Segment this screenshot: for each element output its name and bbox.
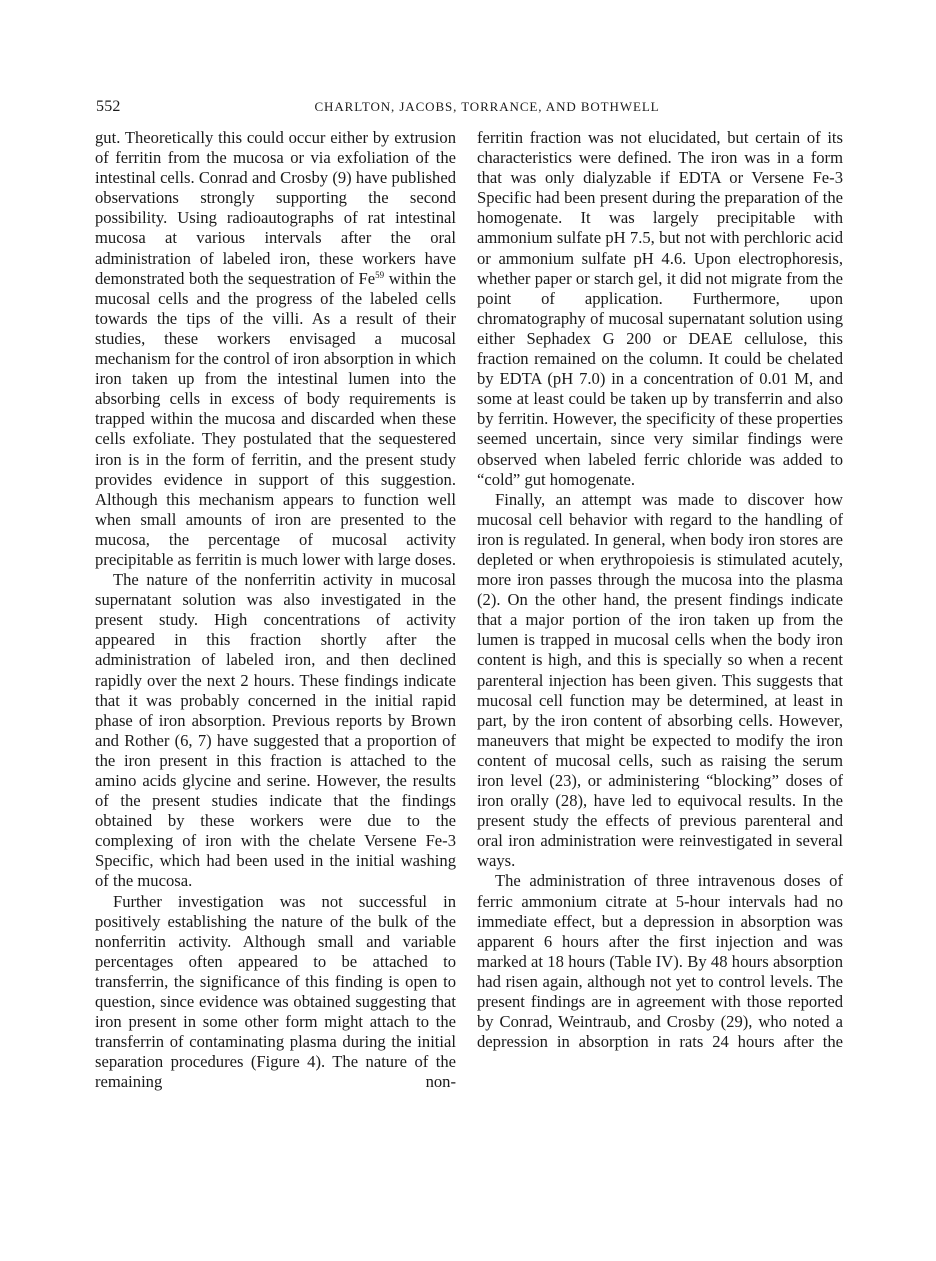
page-number: 552: [96, 98, 121, 115]
paragraph: The administration of three intravenous doses of ferric ammonium citrate at 5-hour intervals had no immediate effect, but a depression in absorption was apparent 6 hours after the first injection and was marked at 18 hours (Table IV). By 48 hours absorption had risen again, although not yet to control levels. The present findings are in agreement with those reported by Conrad, Weintraub, and Crosby (29), who noted a depression in absorption in rats 24 hours after the: [477, 871, 843, 1052]
paragraph: Further investigation was not successful in positively establishing the nature of the bulk of the nonferritin activity. Although small and variable percentages often appeared to be attached to transferrin, the significance of this finding is open to question, since evidence was obtained suggesting that iron present in some other form might attach to the transferrin of contaminating plasma during the initial separation procedures (Figure 4). The nature of the remaining non-: [95, 891, 456, 1092]
paragraph-text: gut. Theoretically this could occur either by extrusion of ferritin from the mucosa or via exfoliation of the intestinal cells. Conrad and Crosby (9) have published observations strongly supporting the second possibility. Using radioautographs of rat intestinal mucosa at various intervals after the oral administration of labeled iron, these workers have demonstrated both the sequestration of Fe: [95, 128, 456, 288]
paragraph: [95, 128, 456, 570]
left-column: [95, 128, 456, 1093]
paragraph-text: within the mucosal cells and the progress of the labeled cells towards the tips of the villi. As a result of their studies, these workers envisaged a mucosal mechanism for the control of iron absorption in which iron taken up from the intestinal lumen into the absorbing cells in excess of body requirements is trapped within the mucosa and discarded when these cells exfoliate. They postulated that the sequestered iron is in the form of ferritin, and the present study provides evidence in support of this suggestion. Although this mechanism appears to function well when small amounts of iron are presented to the mucosa, the percentage of mucosal activity precipitable as ferritin is much lower with large doses.: [95, 268, 456, 569]
right-column: [477, 128, 843, 1052]
paragraph: ferritin fraction was not elucidated, but certain of its characteristics were defined. The iron was in a form that was only dialyzable if EDTA or Versene Fe-3 Specific had been present during the preparation of the homogenate. It was largely precipitable with ammonium sulfate pH 7.5, but not with perchloric acid or ammonium sulfate pH 4.6. Upon electrophoresis, whether paper or starch gel, it did not migrate from the point of application. Furthermore, upon chromatography of mucosal supernatant solution using either Sephadex G 200 or DEAE cellulose, this fraction remained on the column. It could be chelated by EDTA (pH 7.0) in a concentration of 0.01 M, and some at least could be taken up by transferrin and also by ferritin. However, the specificity of these properties seemed uncertain, since very similar findings were observed when labeled ferric chloride was added to “cold” gut homogenate.: [477, 128, 843, 489]
isotope-superscript: 59: [375, 269, 385, 280]
paragraph: Finally, an attempt was made to discover how mucosal cell behavior with regard to the handling of iron is regulated. In general, when body iron stores are depleted or when erythropoiesis is stimulated acutely, more iron passes through the mucosa into the plasma (2). On the other hand, the present findings indicate that a major portion of the iron taken up from the lumen is trapped in mucosal cells when the body iron content is high, and this is specially so when a recent parenteral injection has been given. This suggests that mucosal cell function may be determined, at least in part, by the iron content of absorbing cells. However, maneuvers that might be expected to modify the iron content of mucosal cells, such as raising the serum iron level (23), or administering “blocking” doses of iron orally (28), have led to equivocal results. In the present study the effects of previous parenteral and oral iron administration were reinvestigated in several ways.: [477, 489, 843, 871]
paragraph: The nature of the nonferritin activity in mucosal supernatant solution was also investigated in the present study. High concentrations of activity appeared in this fraction shortly after the administration of labeled iron, and then declined rapidly over the next 2 hours. These findings indicate that it was probably concerned in the initial rapid phase of iron absorption. Previous reports by Brown and Rother (6, 7) have suggested that a proportion of the iron present in this fraction is attached to the amino acids glycine and serine. However, the results of the present studies indicate that the findings obtained by these workers were due to the complexing of iron with the chelate Versene Fe-3 Specific, which had been used in the initial washing of the mucosa.: [95, 570, 456, 891]
running-head-authors: CHARLTON, JACOBS, TORRANCE, AND BOTHWELL: [314, 99, 660, 114]
running-head: [0, 99, 936, 115]
